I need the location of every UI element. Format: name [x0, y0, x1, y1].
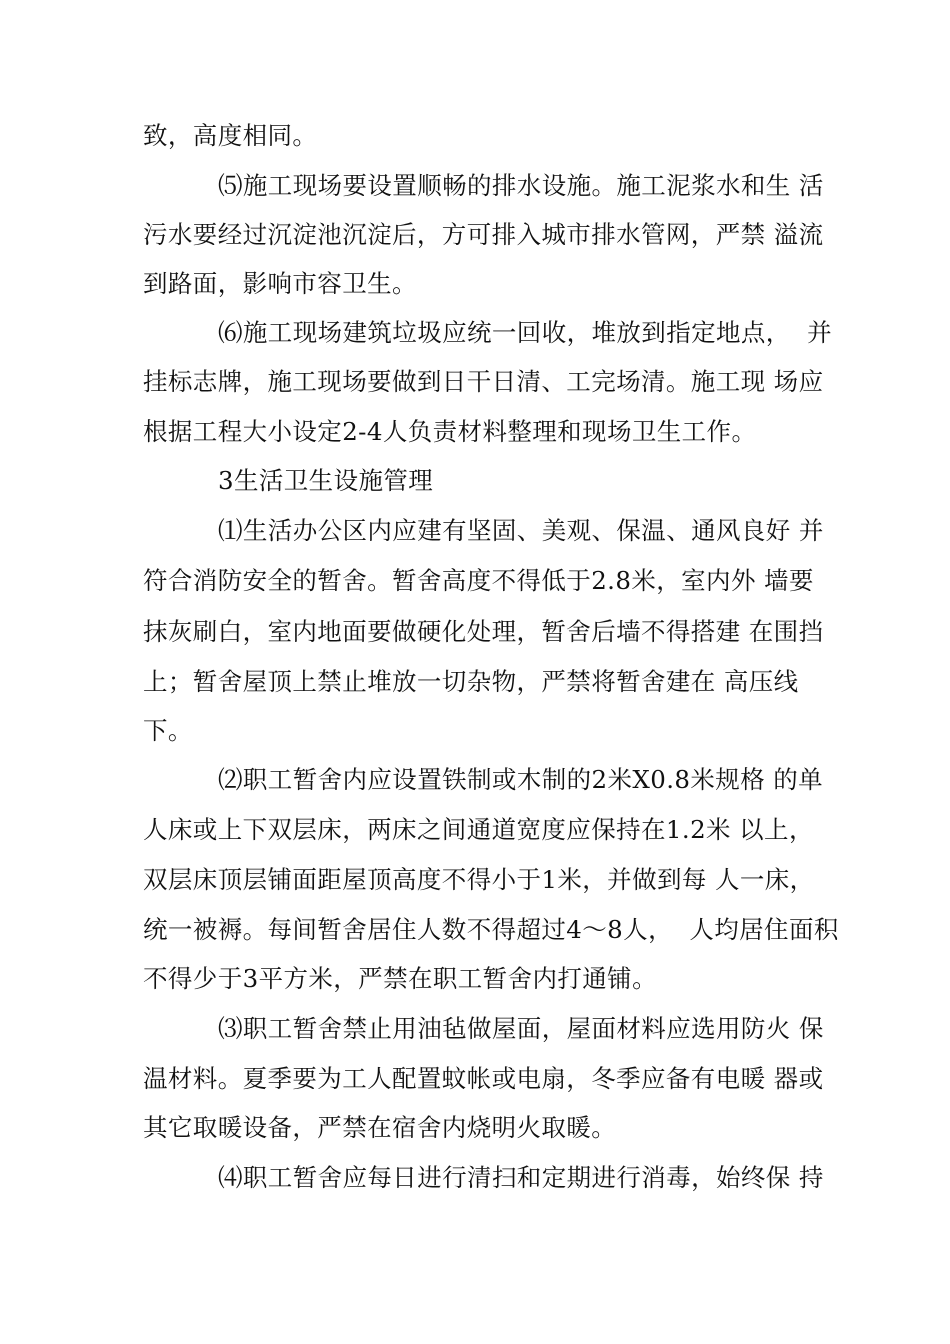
text-line: 上；暂舍屋顶上禁止堆放一切杂物，严禁将暂舍建在 高压线 — [143, 667, 799, 696]
paragraph-5-line: ⑸施工现场要设置顺畅的排水设施。施工泥浆水和生 活 — [218, 171, 824, 200]
text-line: 双层床顶层铺面距屋顶高度不得小于1米，并做到每 人一床， — [143, 865, 815, 894]
text-line: 不得少于3平方米，严禁在职工暂舍内打通铺。 — [143, 964, 657, 993]
paragraph-3-line: ⑶职工暂舍禁止用油毡做屋面，屋面材料应选用防火 保 — [218, 1014, 824, 1043]
text-line: 根据工程大小设定2-4人负责材料整理和现场卫生工作。 — [143, 417, 757, 446]
paragraph-1-line: ⑴生活办公区内应建有坚固、美观、保温、通风良好 并 — [218, 516, 824, 545]
text-line: 到路面，影响市容卫生。 — [143, 269, 417, 298]
text-line: 符合消防安全的暂舍。暂舍高度不得低于2.8米，室内外 墙要 — [143, 566, 814, 595]
section-heading: 3生活卫生设施管理 — [218, 466, 434, 495]
paragraph-2-line: ⑵职工暂舍内应设置铁制或木制的2米X0.8米规格 的单 — [218, 765, 824, 794]
paragraph-6-line: ⑹施工现场建筑垃圾应统一回收，堆放到指定地点， 并 — [218, 318, 832, 347]
text-line: 挂标志牌，施工现场要做到日干日清、工完场清。施工现 场应 — [143, 367, 824, 396]
text-line: 人床或上下双层床，两床之间通道宽度应保持在1.2米 以上， — [143, 815, 814, 844]
text-line: 统一被褥。每间暂舍居住人数不得超过4〜8人， 人均居住面积 — [143, 915, 839, 944]
text-line: 其它取暖设备，严禁在宿舍内烧明火取暖。 — [143, 1113, 617, 1142]
text-line: 污水要经过沉淀池沉淀后，方可排入城市排水管网，严禁 溢流 — [143, 220, 824, 249]
paragraph-4-line: ⑷职工暂舍应每日进行清扫和定期进行消毒，始终保 持 — [218, 1163, 824, 1192]
text-line: 下。 — [143, 716, 193, 745]
text-line: 抹灰刷白，室内地面要做硬化处理，暂舍后墙不得搭建 在围挡 — [143, 617, 824, 646]
text-line: 温材料。夏季要为工人配置蚊帐或电扇，冬季应备有电暖 器或 — [143, 1064, 824, 1093]
text-line: 致，高度相同。 — [143, 121, 318, 150]
